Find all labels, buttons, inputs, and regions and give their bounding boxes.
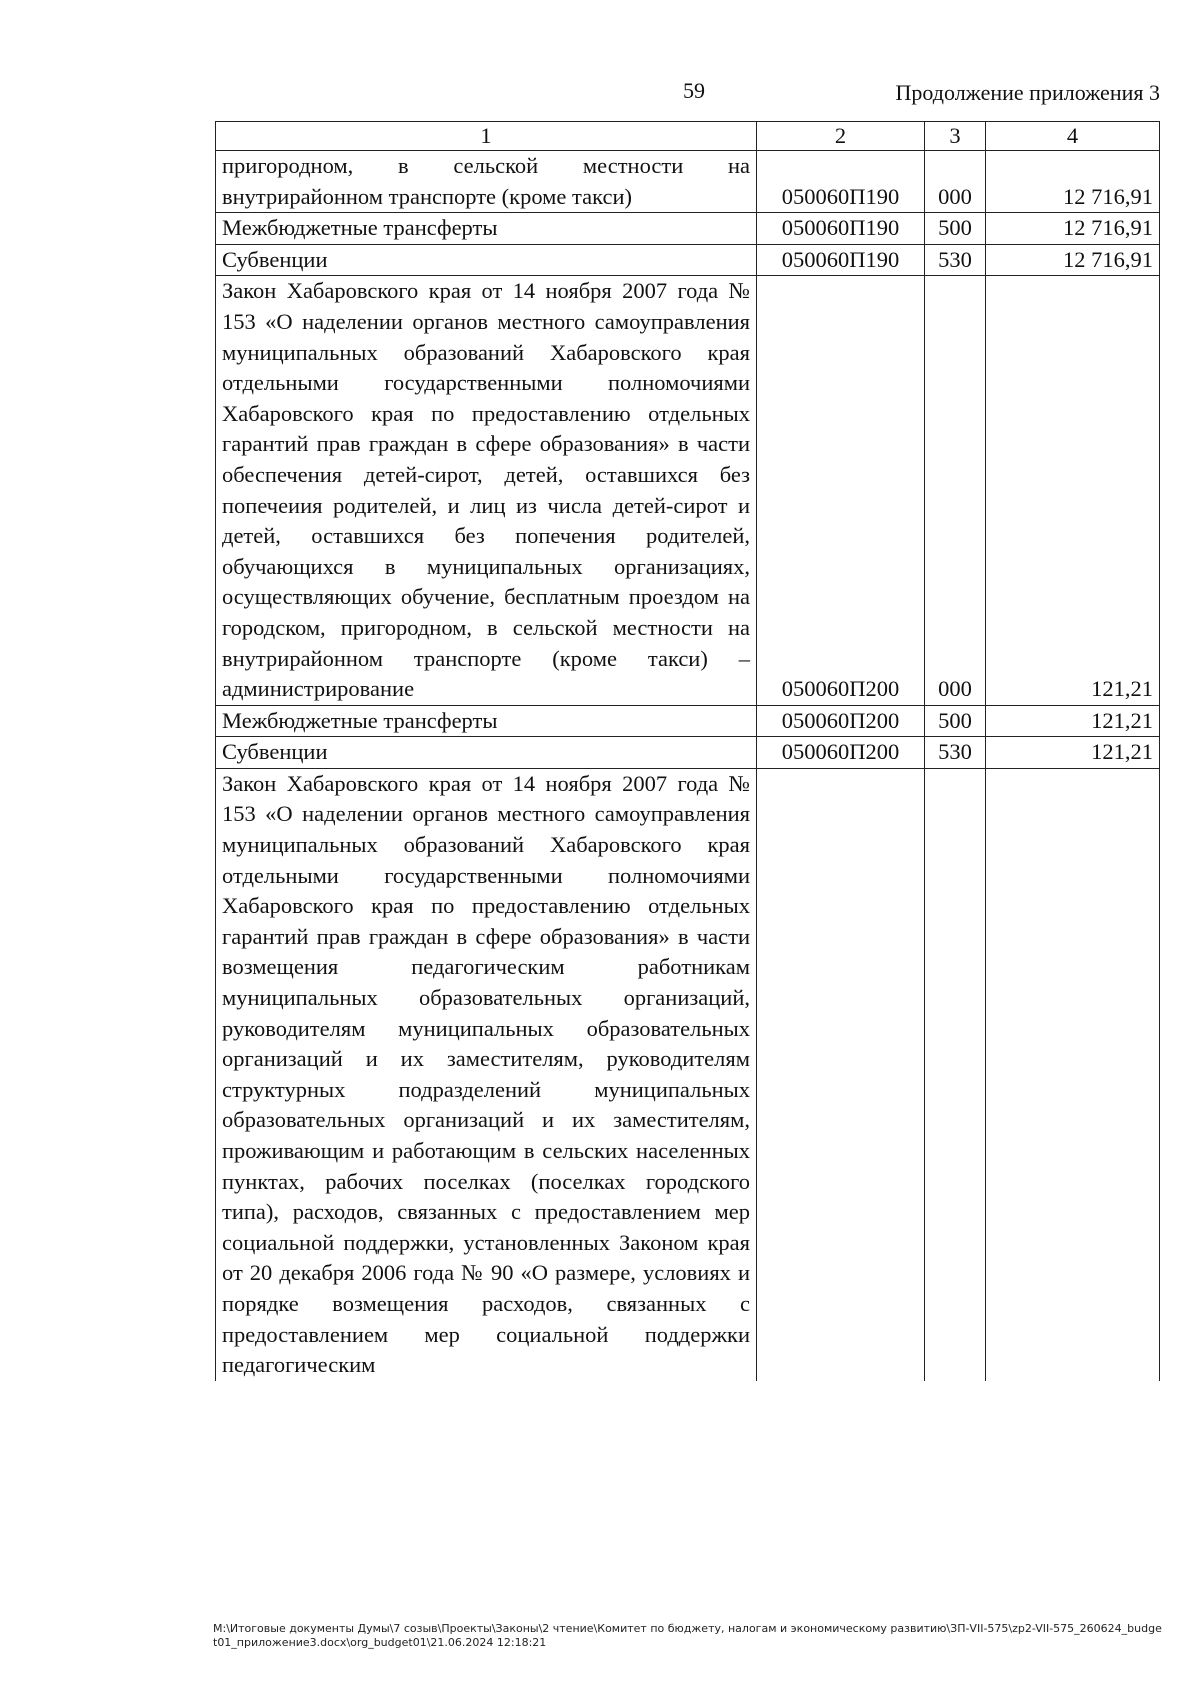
row-expense-type: 500 [925, 213, 986, 245]
table-row [216, 768, 1160, 1380]
row-sum [986, 768, 1160, 1380]
column-header: 2 [757, 122, 925, 151]
continuation-label: Продолжение приложения 3 [895, 80, 1160, 105]
row-sum: 12 716,91 [986, 151, 1160, 213]
row-sum: 12 716,91 [986, 213, 1160, 245]
row-expense-type: 530 [925, 737, 986, 769]
row-code: 050060П190 [757, 244, 925, 276]
page-number: 59 [683, 78, 705, 103]
row-sum: 121,21 [986, 737, 1160, 769]
row-expense-type [925, 768, 986, 1380]
row-sum: 12 716,91 [986, 244, 1160, 276]
row-expense-type: 000 [925, 151, 986, 213]
row-expense-type: 000 [925, 276, 986, 705]
budget-table [215, 121, 1160, 1381]
table-row [216, 737, 1160, 769]
row-name: Межбюджетные трансферты [216, 213, 757, 245]
row-name: Межбюджетные трансферты [216, 705, 757, 737]
row-code: 050060П200 [757, 705, 925, 737]
file-path-footer: M:\Итоговые документы Думы\7 созыв\Проекты\Законы\2 чтение\Комитет по бюджету, налогам и экономическому развитию\ЗП-VII-575\zp2-VII-575_260624_budget01_приложение3.docx\org_budget01\21.06.2024 12:18:21 [213, 1622, 1162, 1649]
table-row [216, 705, 1160, 737]
column-header: 1 [216, 122, 757, 151]
column-header: 4 [986, 122, 1160, 151]
row-name: пригородном, в сельской местности на внутрирайонном транспорте (кроме такси) [216, 151, 757, 213]
table-row [216, 213, 1160, 245]
row-code [757, 768, 925, 1380]
row-name: Закон Хабаровского края от 14 ноября 2007 года № 153 «О наделении органов местного самоуправления муниципальных образований Хабаровского края отдельными государственными полномочиями Хабаровского края по предоставлению отдельных гарантий прав граждан в сфере образования» в части возмещения педагогическим работникам муниципальных образовательных организаций, руководителям муниципальных образовательных организаций и их заместителям, руководителям структурных подразделений муниципальных образовательных организаций и их заместителям, проживающим и работающим в сельских населенных пунктах, рабочих поселках (поселках городского типа), расходов, связанных с предоставлением мер социальной поддержки, установленных Законом края от 20 декабря 2006 года № 90 «О размере, условиях и порядке возмещения расходов, связанных с предоставлением мер социальной поддержки педагогическим [216, 768, 757, 1380]
row-name: Субвенции [216, 737, 757, 769]
row-code: 050060П190 [757, 213, 925, 245]
table-row [216, 276, 1160, 705]
row-code: 050060П190 [757, 151, 925, 213]
row-expense-type: 500 [925, 705, 986, 737]
row-name: Закон Хабаровского края от 14 ноября 2007 года № 153 «О наделении органов местного самоуправления муниципальных образований Хабаровского края отдельными государственными полномочиями Хабаровского края по предоставлению отдельных гарантий прав граждан в сфере образования» в части обеспечения детей-сирот, детей, оставшихся без попечеиия родителей, и лиц из числа детей-сирот и детей, оставшихся без попечения родителей, обучающихся в муниципальных организациях, осуществляющих обучение, бесплатным проездом на городском, пригородном, в сельской местности на внутрирайонном транспорте (кроме такси) – администрирование [216, 276, 757, 705]
row-code: 050060П200 [757, 737, 925, 769]
row-code: 050060П200 [757, 276, 925, 705]
row-sum: 121,21 [986, 705, 1160, 737]
row-expense-type: 530 [925, 244, 986, 276]
row-name: Субвенции [216, 244, 757, 276]
table-row [216, 151, 1160, 213]
column-header: 3 [925, 122, 986, 151]
table-row [216, 244, 1160, 276]
row-sum: 121,21 [986, 276, 1160, 705]
table-header-row [216, 122, 1160, 151]
